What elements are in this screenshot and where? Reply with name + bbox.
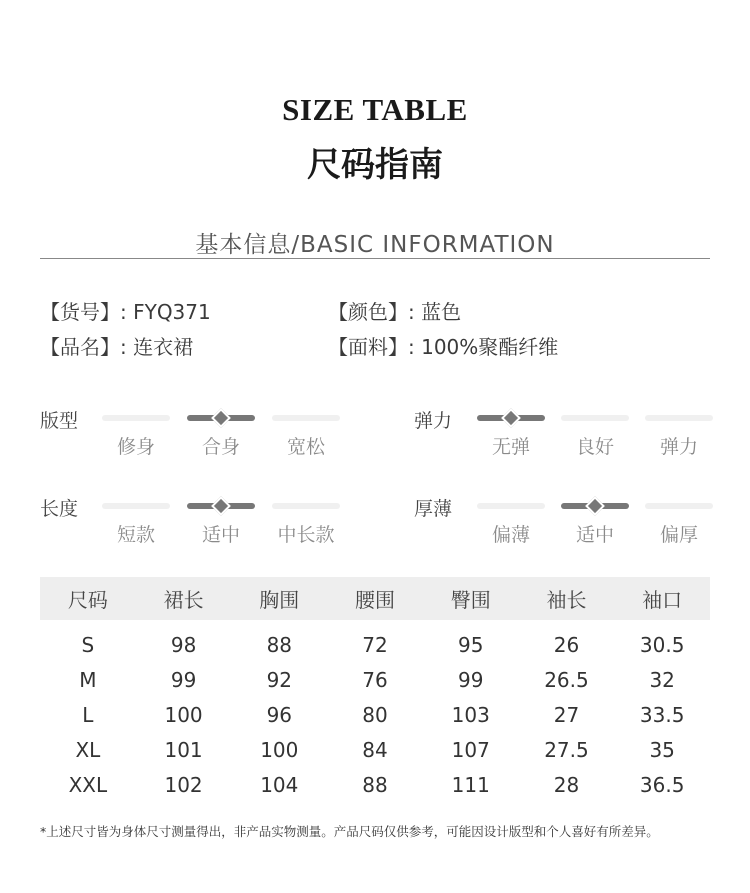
section-divider bbox=[40, 258, 710, 259]
table-cell: 100 bbox=[260, 737, 299, 762]
title-en: SIZE TABLE bbox=[282, 92, 468, 127]
table-cell: 35 bbox=[649, 737, 675, 762]
table-header-cell: 尺码 bbox=[67, 588, 108, 612]
table-cell: 32 bbox=[649, 667, 675, 692]
length-option: 适中 bbox=[201, 524, 240, 546]
fit-bar-2-selected bbox=[187, 415, 255, 421]
stretch-option: 良好 bbox=[575, 436, 614, 458]
table-cell: L bbox=[82, 702, 94, 727]
stretch-label: 弹力 bbox=[414, 410, 453, 432]
table-cell: 102 bbox=[164, 772, 203, 797]
table-header-row bbox=[40, 577, 710, 620]
table-cell: 27.5 bbox=[544, 737, 589, 762]
table-cell: 80 bbox=[362, 702, 388, 727]
table-header-cell: 腰围 bbox=[355, 588, 396, 612]
table-cell: 107 bbox=[451, 737, 490, 762]
table-row bbox=[40, 627, 710, 662]
table-cell: 36.5 bbox=[639, 772, 685, 797]
table-row bbox=[40, 732, 710, 767]
size-table bbox=[40, 577, 710, 802]
thickness-bar-3 bbox=[645, 503, 713, 509]
length-option: 中长款 bbox=[277, 524, 335, 546]
table-cell: 101 bbox=[164, 737, 203, 762]
stretch-option: 无弹 bbox=[491, 436, 530, 458]
length-label: 长度 bbox=[40, 498, 79, 520]
table-cell: M bbox=[79, 667, 97, 692]
stretch-bar-1-selected bbox=[477, 415, 545, 421]
table-cell: 88 bbox=[362, 772, 388, 797]
table-cell: S bbox=[81, 632, 95, 657]
table-cell: 99 bbox=[458, 667, 484, 692]
length-bar-2-selected bbox=[187, 503, 255, 509]
product-fabric: 【面料】: 100%聚酯纤维 bbox=[328, 335, 559, 359]
table-cell: 103 bbox=[451, 702, 490, 727]
thickness-bar-2-selected bbox=[561, 503, 629, 509]
selected-marker-icon bbox=[211, 408, 231, 428]
table-cell: 84 bbox=[362, 737, 388, 762]
stretch-option: 弹力 bbox=[659, 436, 698, 458]
table-header-cell: 裙长 bbox=[163, 588, 204, 612]
product-color: 【颜色】: 蓝色 bbox=[328, 300, 462, 324]
length-bar-3 bbox=[272, 503, 340, 509]
table-cell: 111 bbox=[451, 772, 490, 797]
length-bar-1 bbox=[102, 503, 170, 509]
table-row bbox=[40, 662, 710, 697]
table-header-cell: 胸围 bbox=[259, 588, 300, 612]
fit-option: 合身 bbox=[201, 436, 240, 458]
length-option: 短款 bbox=[116, 524, 155, 546]
table-cell: 92 bbox=[266, 667, 293, 692]
table-cell: 30.5 bbox=[639, 632, 685, 657]
fit-bar-3 bbox=[272, 415, 340, 421]
table-cell: 100 bbox=[164, 702, 203, 727]
basic-info-heading: 基本信息/BASIC INFORMATION bbox=[195, 232, 555, 258]
table-cell: 28 bbox=[553, 772, 580, 797]
thickness-option: 适中 bbox=[575, 524, 614, 546]
product-name: 【品名】: 连衣裙 bbox=[40, 335, 194, 359]
table-row bbox=[40, 767, 710, 802]
item-number: 【货号】: FYQ371 bbox=[40, 300, 211, 324]
table-cell: 95 bbox=[458, 632, 484, 657]
selected-marker-icon bbox=[585, 496, 605, 516]
table-cell: 98 bbox=[170, 632, 197, 657]
selected-marker-icon bbox=[501, 408, 521, 428]
title-cn: 尺码指南 bbox=[307, 145, 443, 185]
table-row bbox=[40, 697, 710, 732]
table-cell: 26.5 bbox=[544, 667, 589, 692]
selected-marker-icon bbox=[211, 496, 231, 516]
measurement-note: *上述尺寸皆为身体尺寸测量得出，非产品实物测量。产品尺码仅供参考，可能因设计版型和个人喜好有所差异。 bbox=[40, 824, 659, 839]
table-cell: 26 bbox=[553, 632, 580, 657]
table-cell: 104 bbox=[260, 772, 299, 797]
table-cell: 72 bbox=[362, 632, 388, 657]
table-cell: 76 bbox=[362, 667, 388, 692]
fit-option: 修身 bbox=[116, 436, 155, 458]
stretch-bar-2 bbox=[561, 415, 629, 421]
table-body bbox=[40, 620, 710, 802]
table-cell: 88 bbox=[266, 632, 293, 657]
thickness-option: 偏薄 bbox=[491, 524, 530, 546]
table-cell: 96 bbox=[266, 702, 293, 727]
table-header-cell: 袖长 bbox=[546, 588, 587, 612]
table-cell: 27 bbox=[553, 702, 580, 727]
fit-option: 宽松 bbox=[286, 436, 325, 458]
thickness-label: 厚薄 bbox=[414, 498, 453, 520]
table-cell: XL bbox=[75, 737, 101, 762]
table-cell: 33.5 bbox=[639, 702, 685, 727]
thickness-bar-1 bbox=[477, 503, 545, 509]
fit-bar-1 bbox=[102, 415, 170, 421]
thickness-option: 偏厚 bbox=[659, 524, 698, 546]
table-header-cell: 臀围 bbox=[450, 588, 491, 612]
table-header-cell: 袖口 bbox=[642, 588, 683, 612]
fit-label: 版型 bbox=[40, 410, 79, 432]
stretch-bar-3 bbox=[645, 415, 713, 421]
table-cell: 99 bbox=[170, 667, 197, 692]
table-cell: XXL bbox=[68, 772, 108, 797]
